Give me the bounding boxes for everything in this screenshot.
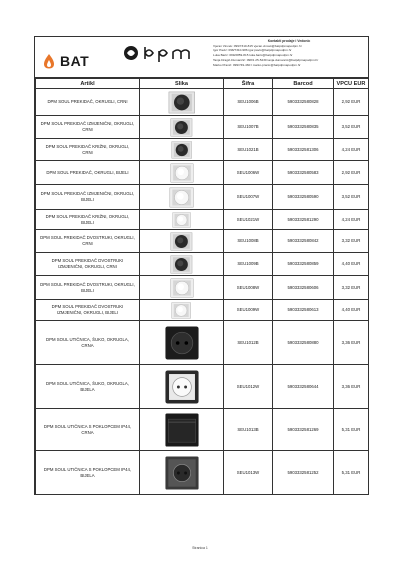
col-header-price: VPCU EUR (334, 79, 369, 89)
contact-line: Tanja Dragić-Dumančić: 098/1 25-5230 tanja.dumancic@batpdpmapodpm.hr (213, 57, 319, 62)
product-code-cell: SEU1012B (224, 321, 273, 365)
page-footer: Stranica 1 (192, 546, 208, 550)
contacts-title: Kontakti prodaje i Vedonic (267, 39, 311, 43)
col-header-artikl: Artikl (36, 79, 140, 89)
product-code-cell: SEU1009B (224, 253, 273, 276)
price-cell: 4,40 EUR (334, 300, 369, 321)
product-image-cell (140, 185, 224, 210)
barcode-cell: 5903332580880 (273, 321, 334, 365)
table-row (36, 409, 369, 451)
product-code-cell: SEU1006W (224, 161, 273, 185)
contact-line: Vjeran Vincek: 099/7310-815 vjeran.vincek@batpdpmapodpm.hr (213, 43, 302, 48)
table-row (36, 185, 369, 210)
price-cell: 3,52 EUR (334, 116, 369, 139)
price-cell: 2,92 EUR (334, 89, 369, 116)
dark-switch-image (171, 141, 193, 159)
bat-logo (41, 53, 99, 71)
contact-line: Marko Pranić: 099/749-460 l marko.pranic@batpdpmapodpm.hr (213, 62, 301, 67)
dark-switch-image (168, 91, 196, 114)
product-name-cell: DPM SOUL PREKIDAČ DVOSTRUKI, OKRUGLI, CRNI (36, 230, 140, 253)
price-cell: 3,32 EUR (334, 276, 369, 300)
table-row (36, 365, 369, 409)
product-code-cell: SEU1021B (224, 139, 273, 161)
bat-flame-icon (41, 53, 57, 69)
price-cell: 4,24 EUR (334, 210, 369, 230)
barcode-cell: 5903332580842 (273, 230, 334, 253)
table-row (36, 210, 369, 230)
product-image-cell (140, 230, 224, 253)
table-row (36, 139, 369, 161)
product-code-cell: SEU1013W (224, 451, 273, 495)
barcode-cell: 5903332581269 (273, 409, 334, 451)
barcode-cell: 5903332580828 (273, 89, 334, 116)
price-list-sheet (34, 36, 369, 495)
product-image-cell (140, 89, 224, 116)
product-image-cell (140, 253, 224, 276)
bat-wordmark: BAT (60, 53, 90, 69)
white-switch-image (171, 302, 191, 319)
product-name-cell: DPM SOUL UTIČNICA, ŠUKO, OKRUGLA, BIJELA (36, 365, 140, 409)
product-name-cell: DPM SOUL PREKIDAČ DVOSTRUKI, OKRUGLI, BIJELI (36, 276, 140, 300)
price-cell: 3,36 EUR (334, 365, 369, 409)
sales-contacts (213, 39, 365, 67)
dark-covered-socket-image (164, 455, 200, 491)
product-name-cell: DPM SOUL PREKIDAČ, OKRUGLI, BIJELI (36, 161, 140, 185)
white-socket-image (164, 369, 200, 405)
dpm-logo (123, 43, 207, 63)
dark-switch-image (170, 118, 193, 137)
table-row (36, 89, 369, 116)
product-name-cell: DPM SOUL UTIČNICA S POKLOPCEM IP44, BIJELA (36, 451, 140, 495)
product-name-cell: DPM SOUL UTIČNICA, ŠUKO, OKRUGLA, CRNA (36, 321, 140, 365)
table-row (36, 161, 369, 185)
price-cell: 4,40 EUR (334, 253, 369, 276)
product-image-cell (140, 300, 224, 321)
white-switch-image (169, 187, 194, 208)
price-cell: 2,92 EUR (334, 161, 369, 185)
price-cell: 3,32 EUR (334, 230, 369, 253)
product-code-cell: SEU1012W (224, 365, 273, 409)
product-image-cell (140, 451, 224, 495)
page-header (35, 37, 368, 78)
contact-line: Igor Pavić: 098/7310-986 igor.pavic@batpdpmapodpm.hr (213, 48, 292, 53)
contact-line: Luka Barić: 099/2859-815 luka.baric@batpdpmapodpm.hr (213, 53, 293, 58)
table-row (36, 321, 369, 365)
barcode-cell: 5903332580606 (273, 276, 334, 300)
price-cell: 3,52 EUR (334, 185, 369, 210)
barcode-cell: 5903332580613 (273, 300, 334, 321)
product-image-cell (140, 409, 224, 451)
product-image-cell (140, 139, 224, 161)
product-code-cell: SEU1021W (224, 210, 273, 230)
table-row (36, 300, 369, 321)
product-code-cell: SEU1009W (224, 300, 273, 321)
table-row (36, 276, 369, 300)
barcode-cell: 5903332581252 (273, 451, 334, 495)
col-header-sifra: Šifra (224, 79, 273, 89)
product-image-cell (140, 276, 224, 300)
table-row (36, 451, 369, 495)
barcode-cell: 5903332580859 (273, 253, 334, 276)
barcode-cell: 5903332581290 (273, 210, 334, 230)
table-row (36, 230, 369, 253)
dark-switch-image (170, 255, 193, 274)
product-code-cell: SEU1006B (224, 89, 273, 116)
barcode-cell: 5903332580835 (273, 116, 334, 139)
price-cell: 5,31 EUR (334, 409, 369, 451)
barcode-cell: 5903332580583 (273, 161, 334, 185)
product-name-cell: DPM SOUL PREKIDAČ DVOSTRUKI IZMJENIČNI, OKRUGLI, CRNI (36, 253, 140, 276)
product-code-cell: SEU1007W (224, 185, 273, 210)
product-image-cell (140, 210, 224, 230)
price-cell: 4,24 EUR (334, 139, 369, 161)
product-image-cell (140, 161, 224, 185)
product-name-cell: DPM SOUL UTIČNICA S POKLOPCEM IP44, CRNA (36, 409, 140, 451)
product-image-cell (140, 365, 224, 409)
table-row (36, 116, 369, 139)
product-name-cell: DPM SOUL PREKIDAČ KRIŽNI, OKRUGLI, CRNI (36, 139, 140, 161)
price-cell: 5,31 EUR (334, 451, 369, 495)
col-header-slika: Slika (140, 79, 224, 89)
product-code-cell: SEU1013B (224, 409, 273, 451)
product-name-cell: DPM SOUL PREKIDAČ IZMJENIČNI, OKRUGLI, CRNI (36, 116, 140, 139)
price-cell: 3,36 EUR (334, 321, 369, 365)
product-code-cell: SEU1007B (224, 116, 273, 139)
white-switch-image (170, 278, 194, 298)
white-switch-image (170, 163, 194, 183)
black-socket-image (164, 325, 200, 361)
barcode-cell: 5903332580590 (273, 185, 334, 210)
product-table (35, 78, 369, 495)
table-header-row (36, 79, 369, 89)
product-name-cell: DPM SOUL PREKIDAČ KRIŽNI, OKRUGLI, BIJELI (36, 210, 140, 230)
product-name-cell: DPM SOUL PREKIDAČ, OKRUGLI, CRNI (36, 89, 140, 116)
white-switch-image (172, 212, 191, 228)
product-name-cell: DPM SOUL PREKIDAČ DVOSTRUKI IZMJENIČNI, OKRUGLI, BIJELI (36, 300, 140, 321)
dark-switch-image (170, 232, 193, 251)
product-image-cell (140, 116, 224, 139)
product-code-cell: SEU1008B (224, 230, 273, 253)
barcode-cell: 5903332581306 (273, 139, 334, 161)
barcode-cell: 5903332580644 (273, 365, 334, 409)
product-image-cell (140, 321, 224, 365)
product-code-cell: SEU1008W (224, 276, 273, 300)
table-row (36, 253, 369, 276)
black-covered-socket-image (164, 412, 200, 448)
col-header-barcod: Barcod (273, 79, 334, 89)
product-name-cell: DPM SOUL PREKIDAČ IZMJENIČNI, OKRUGLI, BIJELI (36, 185, 140, 210)
